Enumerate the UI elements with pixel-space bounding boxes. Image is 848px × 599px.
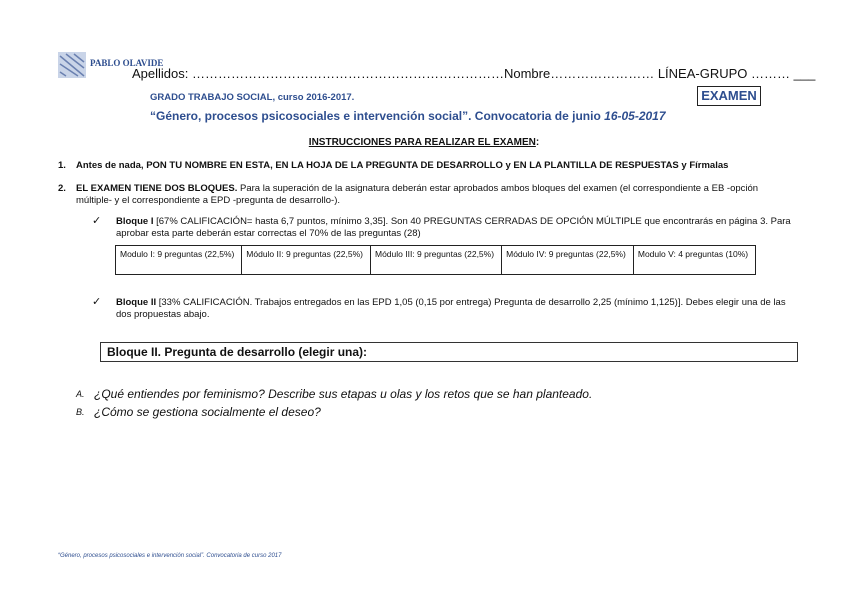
page-footer: “Género, procesos psicosociales e intervención social”. Convocatoria de curso 2017	[58, 553, 282, 559]
module-cell: Modulo I: 9 preguntas (22,5%)	[116, 246, 242, 275]
bloque1-description	[116, 216, 796, 240]
section-title: Bloque II. Pregunta de desarrollo (elegir una):	[100, 342, 798, 362]
check-icon: ✓	[92, 296, 102, 308]
question-letter: B.	[76, 407, 85, 417]
apellidos-line: Apellidos: ………………………………………………………………Nombre…………………… LÍNEA-GRUPO ……… ___	[132, 66, 816, 81]
question-b	[76, 405, 321, 419]
module-cell: Modulo V: 4 preguntas (10%)	[633, 246, 755, 275]
table-row	[116, 246, 756, 275]
question-text: ¿Qué entiendes por feminismo? Describe sus etapas u olas y los retos que se han planteado.	[94, 387, 593, 401]
modules-table	[115, 245, 756, 275]
instruction-item-1: Antes de nada, PON TU NOMBRE EN ESTA, EN LA HOJA DE LA PREGUNTA DE DESARROLLO y EN LA PLANTILLA DE RESPUESTAS y Fírmalas	[76, 160, 729, 171]
instructions-title-text: INSTRUCCIONES PARA REALIZAR EL EXAMEN	[308, 137, 536, 148]
item2-bold: EL EXAMEN TIENE DOS BLOQUES.	[76, 183, 238, 194]
course-line: GRADO TRABAJO SOCIAL, curso 2016-2017.	[150, 92, 355, 103]
bloque2-title: Bloque II	[116, 297, 157, 308]
subject-title	[150, 109, 666, 123]
subject-text: “Género, procesos psicosociales e intervención social”. Convocatoria de junio	[150, 109, 605, 123]
exam-label: EXAMEN	[697, 86, 761, 106]
module-cell: Módulo IV: 9 preguntas (22,5%)	[502, 246, 634, 275]
university-logo	[58, 48, 164, 82]
item2-number: 2.	[58, 183, 66, 194]
module-cell: Módulo II: 9 preguntas (22,5%)	[242, 246, 371, 275]
exam-date: 16-05-2017	[604, 109, 666, 123]
module-cell: Módulo III: 9 preguntas (22,5%)	[370, 246, 501, 275]
instruction-item-2	[76, 183, 796, 207]
item1-number: 1.	[58, 160, 66, 171]
instructions-title	[0, 137, 848, 148]
question-text: ¿Cómo se gestiona socialmente el deseo?	[94, 405, 321, 419]
check-icon: ✓	[92, 215, 102, 227]
item2-text: Para la superación de la asignatura deberán estar aprobados ambos bloques del examen (el correspondiente a EB -opción múltiple- y el correspondiente a EPD -pregunta de desarrollo-).	[76, 183, 759, 206]
logo-emblem-icon	[58, 48, 164, 82]
question-letter: A.	[76, 389, 85, 399]
logo-text: PABLO OLAVIDE	[90, 58, 164, 68]
bloque2-text: [33% CALIFICACIÓN. Trabajos entregados en las EPD 1,05 (0,15 por entrega) Pregunta de desarrollo 2,25 (mínimo 1,125)]. Debes elegir una de las dos propuestas abajo.	[116, 297, 786, 320]
bloque1-title: Bloque I	[116, 216, 154, 227]
question-a	[76, 387, 593, 401]
instructions-title-colon: :	[535, 137, 540, 148]
bloque2-description	[116, 297, 796, 321]
bloque1-text: [67% CALIFICACIÓN= hasta 6,7 puntos, mínimo 3,35]. Son 40 PREGUNTAS CERRADAS DE OPCIÓN MÚLTIPLE que encontrarás en página 3. Para aprobar esta parte deberán estar correctas el 70% de las preguntas (28)	[116, 216, 791, 239]
